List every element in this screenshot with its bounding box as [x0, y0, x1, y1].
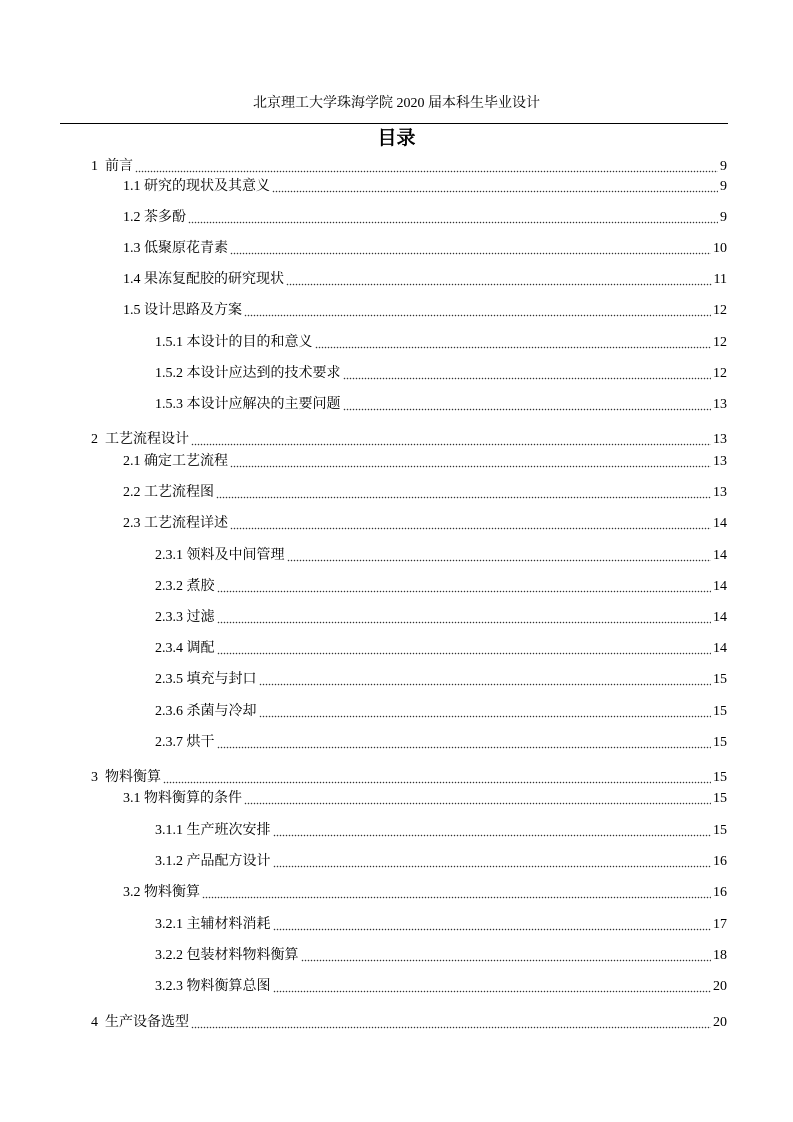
toc-entry-number: 1.5.3	[155, 397, 187, 412]
toc-dot-leader	[163, 779, 711, 784]
toc-entry-title: 生产设备选型	[105, 1015, 189, 1030]
toc-entry-title: 烘干	[186, 735, 215, 750]
toc-entry-page-number: 15	[713, 672, 727, 687]
toc-entry-number: 1.5.1	[155, 335, 187, 350]
toc-dot-leader	[273, 988, 712, 993]
toc-dot-leader	[244, 800, 711, 805]
toc-entry[interactable]	[155, 946, 727, 966]
toc-entry-page-number: 13	[713, 397, 727, 412]
toc-entry-number: 3.1.1	[155, 823, 187, 838]
toc-entry-number: 2.3.5	[155, 672, 187, 687]
toc-entry-page-number: 12	[713, 366, 727, 381]
toc-entry-page-number: 14	[713, 516, 727, 531]
toc-dot-leader	[343, 406, 712, 411]
toc-entry[interactable]	[91, 1013, 727, 1033]
toc-entry-title: 煮胶	[186, 579, 215, 594]
toc-entry-number: 1	[91, 159, 105, 174]
toc-entry[interactable]	[123, 301, 727, 321]
toc-entry-number: 1.3	[123, 241, 144, 256]
toc-entry-title: 物料衡算总图	[186, 979, 271, 994]
toc-entry[interactable]	[123, 177, 727, 197]
toc-dot-leader	[272, 188, 718, 193]
toc-entry-page-number: 9	[720, 210, 727, 225]
toc-entry-title: 工艺流程设计	[105, 432, 189, 447]
toc-dot-leader	[244, 312, 711, 317]
toc-entry[interactable]	[91, 430, 727, 450]
toc-dot-leader	[259, 713, 712, 718]
toc-entry-number: 3.2	[123, 885, 144, 900]
toc-entry-title: 本设计应解决的主要问题	[186, 397, 341, 412]
toc-entry-page-number: 16	[713, 854, 727, 869]
toc-dot-leader	[273, 863, 712, 868]
toc-entry-title: 产品配方设计	[186, 854, 271, 869]
toc-dot-leader	[273, 926, 712, 931]
toc-entry[interactable]	[91, 157, 727, 177]
toc-dot-leader	[230, 463, 711, 468]
toc-entry-page-number: 15	[713, 791, 727, 806]
toc-entry-page-number: 15	[713, 735, 727, 750]
toc-entry-number: 4	[91, 1015, 105, 1030]
toc-entry[interactable]	[155, 546, 727, 566]
toc-entry-number: 3.2.3	[155, 979, 187, 994]
toc-entry-page-number: 12	[713, 303, 727, 318]
toc-entry-title: 研究的现状及其意义	[144, 179, 270, 194]
toc-entry[interactable]	[155, 977, 727, 997]
toc-entry-number: 2.3.2	[155, 579, 187, 594]
toc-dot-leader	[273, 832, 712, 837]
toc-entry-title: 工艺流程详述	[144, 516, 228, 531]
toc-entry-page-number: 12	[713, 335, 727, 350]
toc-entry-title: 前言	[105, 159, 133, 174]
toc-entry-number: 3	[91, 770, 105, 785]
toc-entry-number: 2.3.6	[155, 704, 187, 719]
toc-entry-number: 1.2	[123, 210, 144, 225]
toc-dot-leader	[216, 494, 711, 499]
toc-dot-leader	[287, 557, 712, 562]
toc-entry-number: 3.1	[123, 791, 144, 806]
toc-entry[interactable]	[155, 395, 727, 415]
toc-entry-title: 包装材料物料衡算	[186, 948, 299, 963]
toc-entry-page-number: 14	[713, 641, 727, 656]
toc-entry-page-number: 9	[720, 179, 727, 194]
toc-entry-page-number: 20	[713, 979, 727, 994]
toc-entry-number: 1.5.2	[155, 366, 187, 381]
toc-entry-title: 物料衡算的条件	[144, 791, 242, 806]
toc-entry[interactable]	[155, 821, 727, 841]
toc-entry[interactable]	[91, 768, 727, 788]
toc-entry-number: 2.3.1	[155, 548, 187, 563]
toc-entry-title: 调配	[186, 641, 215, 656]
page-title: 目录	[377, 127, 416, 149]
toc-entry-number: 3.2.1	[155, 917, 187, 932]
toc-entry-title: 果冻复配胶的研究现状	[144, 272, 284, 287]
toc-entry[interactable]	[123, 239, 727, 259]
toc-entry-title: 本设计应达到的技术要求	[186, 366, 341, 381]
toc-entry-title: 填充与封口	[186, 672, 257, 687]
toc-entry-title: 主辅材料消耗	[186, 917, 271, 932]
toc-entry-page-number: 18	[713, 948, 727, 963]
toc-entry-title: 茶多酚	[144, 210, 186, 225]
toc-entry[interactable]	[155, 608, 727, 628]
toc-entry-title: 物料衡算	[144, 885, 200, 900]
toc-dot-leader	[315, 344, 712, 349]
toc-entry[interactable]	[123, 270, 727, 290]
toc-entry-page-number: 10	[713, 241, 727, 256]
toc-entry-number: 2.2	[123, 485, 144, 500]
toc-entry-number: 2.3.3	[155, 610, 187, 625]
toc-entry-title: 物料衡算	[105, 770, 161, 785]
toc-entry[interactable]	[123, 883, 727, 903]
toc-dot-leader	[191, 441, 711, 446]
toc-entry-title: 低聚原花青素	[144, 241, 228, 256]
toc-entry[interactable]	[155, 333, 727, 353]
toc-entry[interactable]	[155, 852, 727, 872]
toc-entry[interactable]	[155, 702, 727, 722]
toc-entry[interactable]	[123, 208, 727, 228]
toc-entry-number: 3.2.2	[155, 948, 187, 963]
toc-entry-page-number: 15	[713, 823, 727, 838]
toc-entry[interactable]	[155, 577, 727, 597]
toc-entry-number: 1.4	[123, 272, 144, 287]
toc-dot-leader	[286, 281, 712, 286]
toc-dot-leader	[191, 1024, 711, 1029]
toc-entry-title: 过滤	[186, 610, 215, 625]
toc-dot-leader	[217, 619, 712, 624]
toc-entry-title: 领料及中间管理	[186, 548, 285, 563]
toc-entry-page-number: 14	[713, 579, 727, 594]
toc-dot-leader	[217, 744, 712, 749]
toc-entry-page-number: 9	[720, 159, 727, 174]
toc-entry-title: 工艺流程图	[144, 485, 214, 500]
toc-dot-leader	[259, 681, 712, 686]
toc-entry-number: 2.3	[123, 516, 144, 531]
toc-dot-leader	[301, 957, 712, 962]
toc-entry-number: 2.3.7	[155, 735, 187, 750]
toc-entry-title: 确定工艺流程	[144, 454, 228, 469]
toc-entry-number: 2.3.4	[155, 641, 187, 656]
toc-entry[interactable]	[123, 452, 727, 472]
toc-entry[interactable]	[155, 639, 727, 659]
toc-entry-title: 本设计的目的和意义	[186, 335, 313, 350]
toc-dot-leader	[135, 168, 718, 173]
toc-dot-leader	[217, 650, 712, 655]
toc-entry-page-number: 11	[713, 272, 727, 287]
toc-dot-leader	[230, 250, 711, 255]
toc-dot-leader	[188, 219, 718, 224]
toc-entry-page-number: 20	[713, 1015, 727, 1030]
toc-entry-page-number: 13	[713, 485, 727, 500]
toc-entry-page-number: 16	[713, 885, 727, 900]
toc-entry[interactable]	[155, 670, 727, 690]
toc-entry-page-number: 15	[713, 704, 727, 719]
toc-entry-page-number: 13	[713, 432, 727, 447]
toc-entry[interactable]	[123, 514, 727, 534]
toc-entry-number: 1.5	[123, 303, 144, 318]
toc-entry-page-number: 15	[713, 770, 727, 785]
toc-entry[interactable]	[155, 733, 727, 753]
toc-dot-leader	[343, 375, 712, 380]
toc-entry-number: 2	[91, 432, 105, 447]
toc-entry-title: 设计思路及方案	[144, 303, 242, 318]
toc-entry[interactable]	[155, 915, 727, 935]
toc-entry-number: 2.1	[123, 454, 144, 469]
toc-dot-leader	[217, 588, 712, 593]
toc-entry-page-number: 14	[713, 610, 727, 625]
toc-entry-number: 3.1.2	[155, 854, 187, 869]
toc-dot-leader	[202, 894, 711, 899]
toc-entry-number: 1.1	[123, 179, 144, 194]
toc-entry[interactable]	[155, 364, 727, 384]
toc-entry-title: 生产班次安排	[186, 823, 271, 838]
toc-entry-title: 杀菌与冷却	[186, 704, 257, 719]
toc-entry-page-number: 17	[713, 917, 727, 932]
toc-entry[interactable]	[123, 789, 727, 809]
page-header: 北京理工大学珠海学院 2020 届本科生毕业设计	[253, 96, 540, 111]
toc-entry-page-number: 13	[713, 454, 727, 469]
toc-dot-leader	[230, 525, 711, 530]
toc-entry[interactable]	[123, 483, 727, 503]
toc-entry-page-number: 14	[713, 548, 727, 563]
